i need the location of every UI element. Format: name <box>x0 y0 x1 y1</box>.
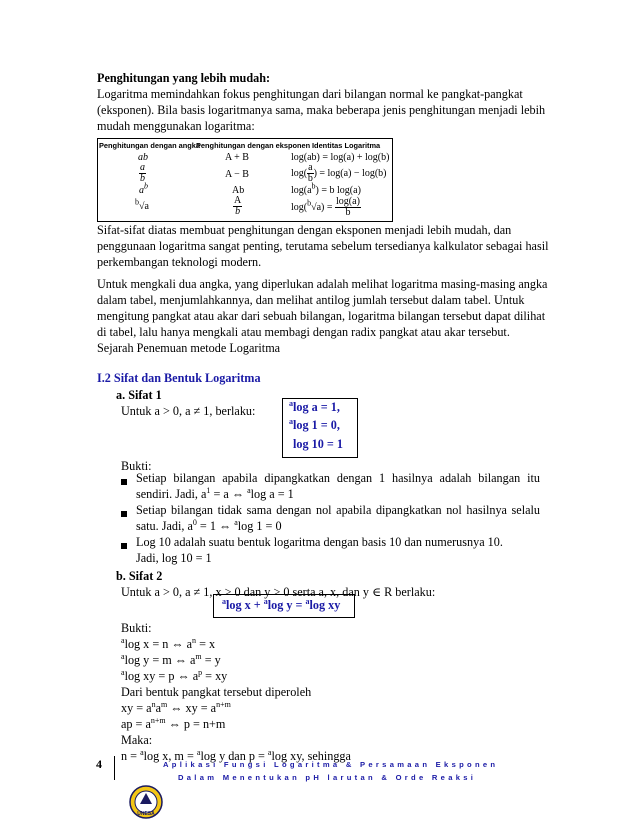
proof-line: $^a$log xy = p ⇔ $a^p$ = xy <box>121 667 228 683</box>
proof-line: ap = $a^{n+m}$ ⇔ p = n+m <box>121 715 226 731</box>
logo-text: UNESA <box>137 811 155 817</box>
table-header: Identitas Logaritma <box>312 141 381 150</box>
table-cell: log(ab) = log(a) + log(b) <box>291 152 390 163</box>
fraction-numerator: a <box>308 162 313 173</box>
paragraph-line: Logaritma memindahkan fokus penghitungan dari bilangan normal ke pangkat-pangkat <box>97 87 523 101</box>
bullet-icon <box>121 538 135 553</box>
bullet-icon <box>121 474 135 489</box>
bullet-text: Setiap bilangan tidak sama dengan nol apabila dipangkatkan nol hasilnya selalu <box>136 503 540 517</box>
table-header: Penghitungan dengan angka <box>99 141 201 150</box>
paragraph-line: mudah menggunakan logaritma: <box>97 119 255 133</box>
table-cell <box>291 163 387 184</box>
formula: $^a$log a = 1, <box>289 398 340 414</box>
paragraph-line: Sifat-sifat diatas membuat penghitungan dengan eksponen menjadi lebih mudah, dan <box>97 223 512 237</box>
section-heading: Penghitungan yang lebih mudah: <box>97 71 271 85</box>
unesa-logo-icon <box>128 784 164 820</box>
bullet-text: Jadi, log 10 = 1 <box>136 551 212 565</box>
proof-line: xy = $a^na^m$ ⇔ xy = $a^{n+m}$ <box>121 699 231 715</box>
proof-line: $^a$log y = m ⇔ $a^m = y$ <box>121 651 221 667</box>
formula: $^a$log 1 = 0, <box>289 416 340 432</box>
paragraph-line: perkembangan teknologi modern. <box>97 255 262 269</box>
formula: log 10 = 1 <box>293 437 343 451</box>
footer-title-line: Aplikasi Fungsi Logaritma & Persamaan Eksponen <box>163 760 499 769</box>
bullet-text: Setiap bilangan apabila dipangkatkan dengan 1 hasilnya adalah bilangan itu <box>136 471 540 485</box>
fraction-denominator: b <box>235 206 241 217</box>
page-number: 4 <box>96 757 102 771</box>
table-cell: $^b$√a <box>135 197 149 212</box>
paragraph-line: di tabel, lalu hanya mengkali atau membagi dengan radix pangkat atau akar tersebut. <box>97 325 510 339</box>
paragraph-line: mengitung pangkat atau akar dari sebuah bilangan, logaritma bilangan tersebut dapat dilihat <box>97 309 546 323</box>
paragraph-line: dalam tabel, menjumlahkannya, dan melihat antilog jumlah tersebut dalam tabel. Untuk <box>97 293 525 307</box>
bullet-text: Log 10 adalah suatu bentuk logaritma dengan basis 10 dan numerusnya 10. <box>136 535 503 549</box>
table-cell: A − B <box>225 169 249 180</box>
subsection-label: a. Sifat 1 <box>116 388 162 402</box>
paragraph-line: Sejarah Penemuan metode Logaritma <box>97 341 281 355</box>
proof-label: Bukti: <box>121 459 152 473</box>
table-cell: Ab <box>232 185 245 196</box>
table-cell: log($^b$√a) = $\frac{\log(a)}{b}$ <box>291 196 360 218</box>
fraction-denominator: b <box>307 173 313 184</box>
fraction-denominator: b <box>140 173 145 184</box>
condition-text: Untuk a > 0, a ≠ 1, berlaku: <box>121 404 256 418</box>
table-cell: ab <box>138 152 148 163</box>
sifat2-formula-box <box>213 594 355 618</box>
fraction-denominator: b <box>345 207 351 218</box>
bullet-icon <box>121 506 135 521</box>
formula-part: ) = log(a) − log(b) <box>313 167 387 179</box>
bullet-text: sendiri. Jadi, $a^1 = a$ ⇔ $^a$log a = 1 <box>136 485 294 501</box>
proof-line: Maka: <box>121 733 153 747</box>
proof-line: $^a$log x = n ⇔ $a^n = x$ <box>121 635 216 651</box>
fraction-numerator: a <box>140 162 145 173</box>
sifat1-formula-box <box>282 398 358 458</box>
paragraph-line: penggunaan logaritma sangat penting, terutama sebelum tersedianya kalkulator sebagai hasil <box>97 239 549 253</box>
bullet-text: satu. Jadi, $a^0 = 1$ ⇔ $^a$log 1 = 0 <box>136 517 282 533</box>
fraction-numerator: log(a) <box>336 196 360 207</box>
proof-label: Bukti: <box>121 621 152 635</box>
paragraph-line: Untuk mengkali dua angka, yang diperlukan adalah melihat logaritma masing-masing angka <box>97 277 548 291</box>
table-cell: $\log(a^b) = b$ log(a) <box>291 181 361 196</box>
fraction-numerator: A <box>234 195 242 206</box>
footer-divider <box>114 756 115 780</box>
table-cell: A + B <box>225 152 249 163</box>
logarithm-identity-table <box>97 138 393 222</box>
formula: $^a$log x + $^a$log y = $^a$log xy <box>222 596 341 612</box>
section-title: I.2 Sifat dan Bentuk Logaritma <box>97 371 261 385</box>
paragraph-line: (eksponen). Bila basis logaritmanya sama, maka beberapa jenis penghitungan menjadi lebih <box>97 103 546 117</box>
proof-line: n = $^a$log x, m = $^a$log y dan p = $^a$log xy, sehingga <box>121 747 351 763</box>
table-cell: $a^b$ <box>139 181 148 196</box>
table-header: Penghitungan dengan eksponen <box>196 141 311 150</box>
proof-line: Dari bentuk pangkat tersebut diperoleh <box>121 685 312 699</box>
condition-text: Untuk a > 0, a ≠ 1, x > 0 dan y > 0 serta a, x, dan y ∈ R berlaku: <box>121 585 436 599</box>
footer-title-line: Dalam Menentukan pH larutan & Orde Reaksi <box>178 773 477 782</box>
table-cell <box>233 196 242 217</box>
subsection-label: b. Sifat 2 <box>116 569 163 583</box>
formula-part: log( <box>291 167 308 179</box>
